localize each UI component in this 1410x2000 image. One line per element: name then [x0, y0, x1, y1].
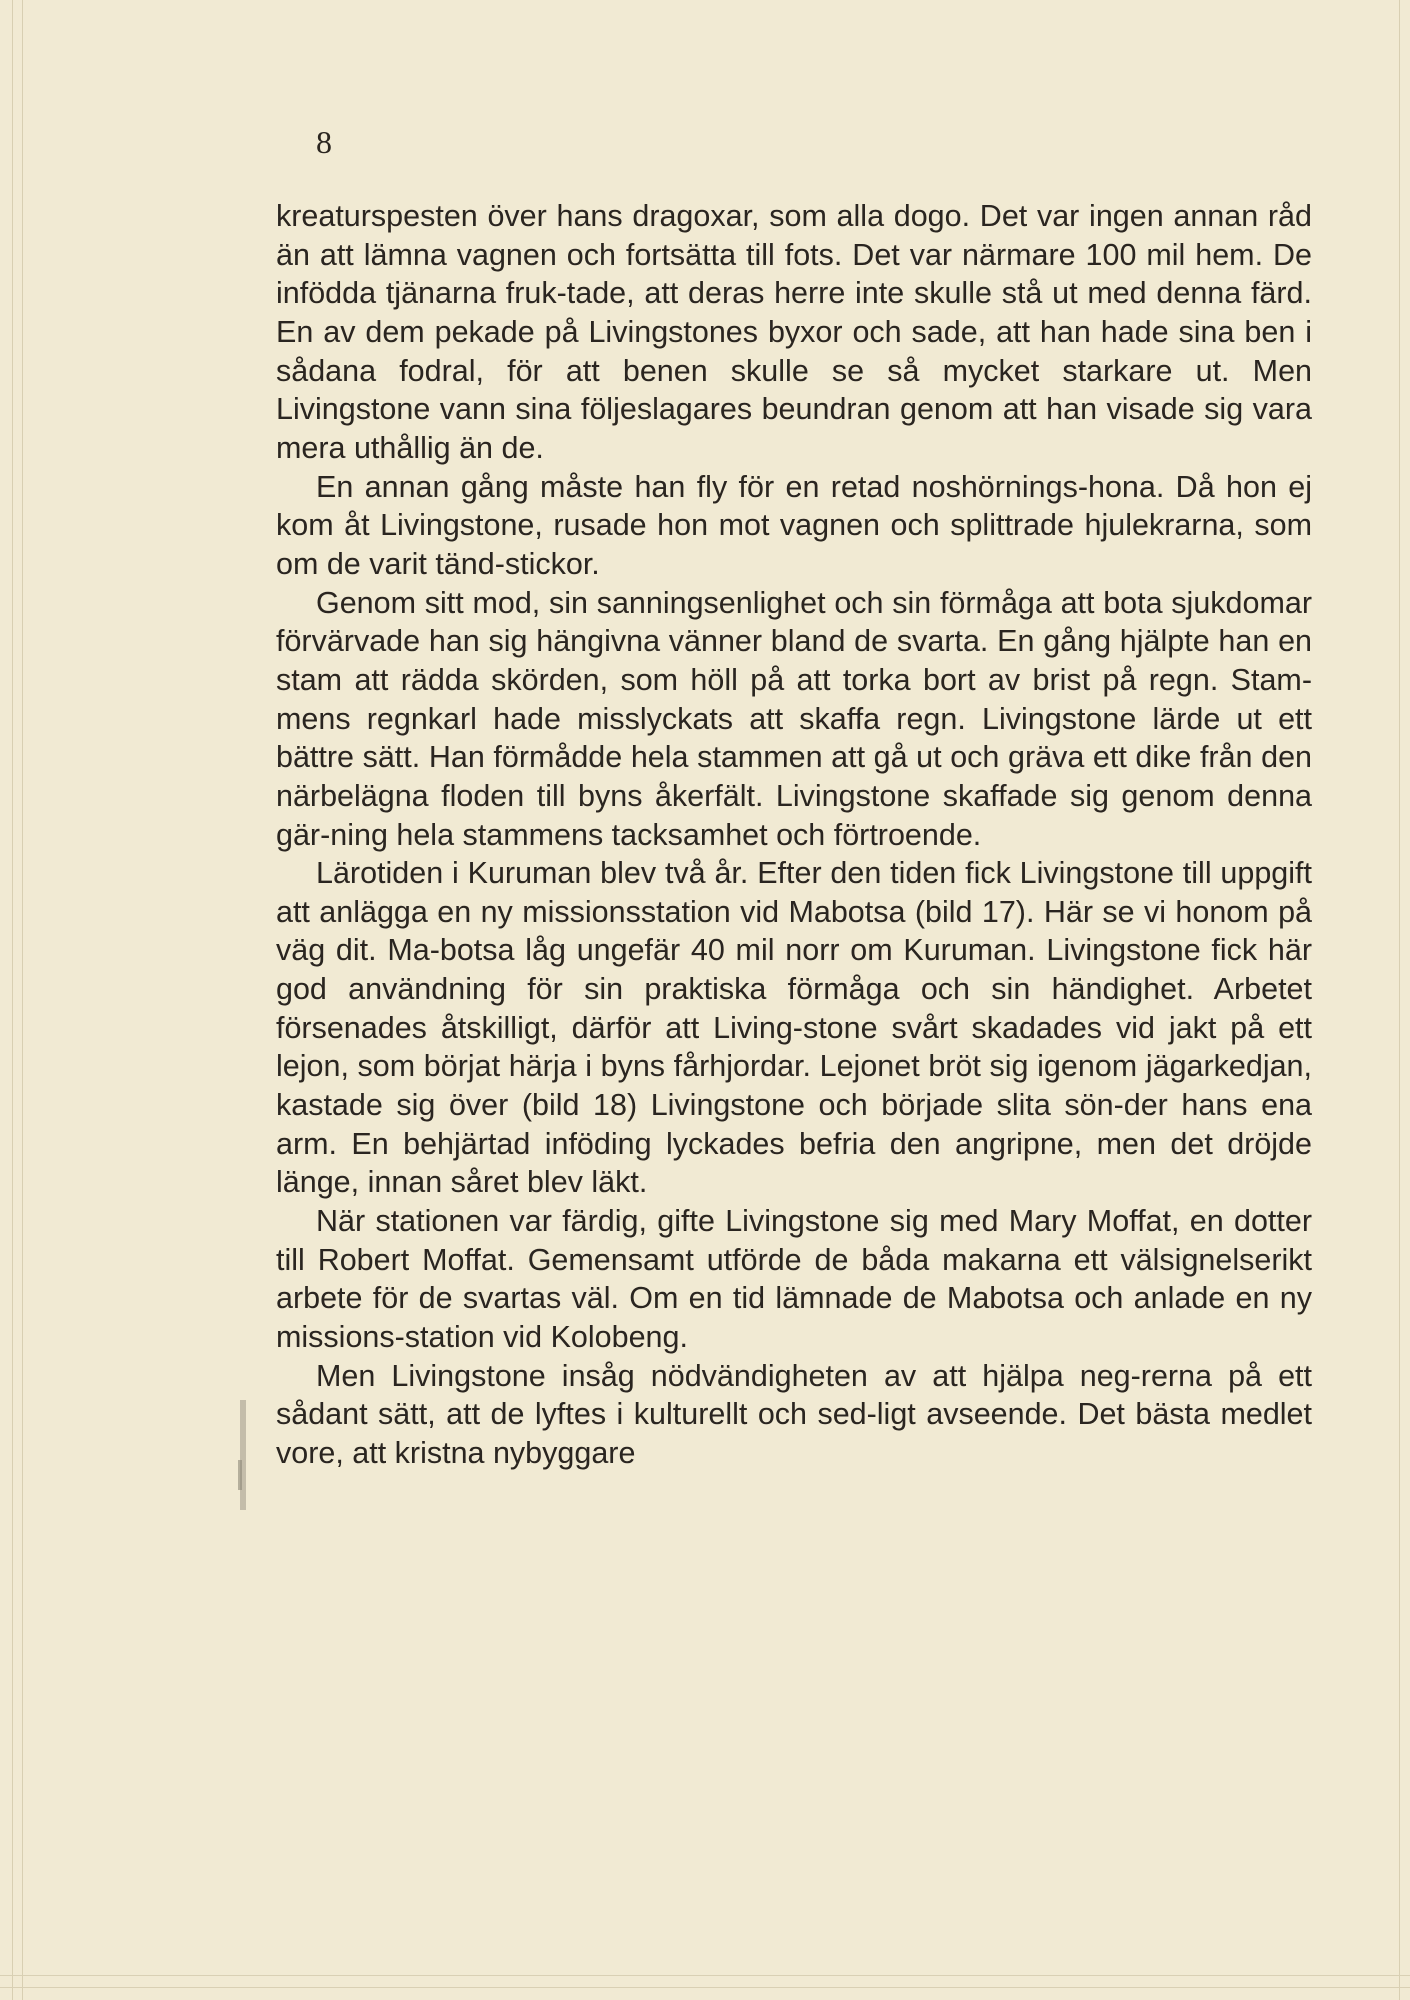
binding-mark	[238, 1460, 242, 1490]
paragraph: kreaturspesten över hans dragoxar, som alla dogo. Det var ingen annan råd än att lämna vagnen och fortsätta till fots. Det var närmare 100 mil hem. De infödda tjänarna fruk-tade, att deras herre inte skulle stå ut med denna färd. En av dem pekade på Livingstones byxor och sade, att han hade sina ben i sådana fodral, för att benen skulle se så mycket starkare ut. Men Livingstone vann sina följeslagares beundran genom att han visade sig vara mera uthållig än de.	[276, 199, 1312, 465]
page-edge-left-inner	[22, 0, 23, 2000]
page-edge-left	[12, 0, 13, 2000]
paragraph: En annan gång måste han fly för en retad noshörnings-hona. Då hon ej kom åt Livingstone, rusade hon mot vagnen och splittrade hjulekrarna, som om de varit tänd-stickor.	[276, 469, 1312, 581]
page-edge-right	[1399, 0, 1400, 2000]
binding-shadow	[240, 1400, 246, 1510]
page-edge-bottom	[0, 1987, 1410, 1988]
paragraph: Lärotiden i Kuruman blev två år. Efter den tiden fick Livingstone till uppgift att anlägga en ny missionsstation vid Mabotsa (bild 17). Här se vi honom på väg dit. Ma-botsa låg ungefär 40 mil norr om Kuruman. Livingstone fick här god användning för sin praktiska förmåga och sin händighet. Arbetet försenades åtskilligt, därför att Living-stone svårt skadades vid jakt på ett lejon, som börjat härja i byns fårhjordar. Lejonet bröt sig igenom jägarkedjan, kastade sig över (bild 18) Livingstone och började slita sön-der hans ena arm. En behjärtad inföding lyckades befria den angripne, men det dröjde länge, innan såret blev läkt.	[276, 856, 1312, 1200]
paragraph: Genom sitt mod, sin sanningsenlighet och sin förmåga att bota sjukdomar förvärvade han sig hängivna vänner bland de svarta. En gång hjälpte han en stam att rädda skörden, som höll på att torka bort av brist på regn. Stam-mens regnkarl hade misslyckats att skaffa regn. Livingstone lärde ut ett bättre sätt. Han förmådde hela stammen att gå ut och gräva ett dike från den närbelägna floden till byns åkerfält. Livingstone skaffade sig genom denna gär-ning hela stammens tacksamhet och förtroende.	[276, 585, 1312, 852]
paragraph: Men Livingstone insåg nödvändigheten av att hjälpa neg-rerna på ett sådant sätt, att de lyftes i kulturellt och sed-ligt avseende. Det bästa medlet vore, att kristna nybyggare	[276, 1358, 1312, 1470]
page-number: 8	[316, 124, 332, 160]
paragraph: När stationen var färdig, gifte Livingstone sig med Mary Moffat, en dotter till Robert Moffat. Gemensamt utförde de båda makarna ett välsignelserikt arbete för de svartas väl. Om en tid lämnade de Mabotsa och anlade en ny missions-station vid Kolobeng.	[276, 1204, 1312, 1355]
page-edge-bottom-inner	[0, 1975, 1410, 1976]
body-text	[276, 197, 1312, 1473]
